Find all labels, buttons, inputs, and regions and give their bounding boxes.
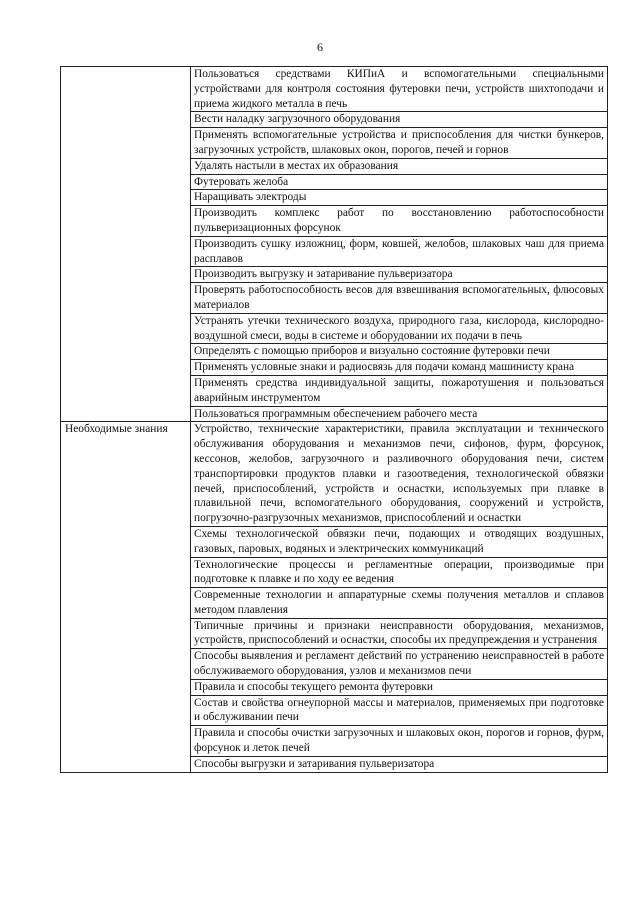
- requirement-item: Пользоваться программным обеспечением рабочего места: [191, 406, 608, 422]
- requirement-item: Футеровать желоба: [191, 174, 608, 190]
- table-row: [61, 422, 608, 527]
- requirement-item: Устранять утечки технического воздуха, природного газа, кислорода, кислородно-воздушной смеси, воды в системе и оборудовании их подачи в печь: [191, 313, 608, 344]
- requirement-item: Способы выявления и регламент действий по устранению неисправностей в работе обслуживаемого оборудования, узлов и механизмов печи: [191, 649, 608, 680]
- requirement-item: Правила и способы очистки загрузочных и шлаковых окон, порогов и горнов, фурм, форсунок и леток печей: [191, 726, 608, 757]
- requirement-item: Применять условные знаки и радиосвязь для подачи команд машинисту крана: [191, 360, 608, 376]
- qualification-table: [60, 66, 608, 773]
- requirement-item: Удалять настыли в местах их образования: [191, 158, 608, 174]
- requirement-item: Применять средства индивидуальной защиты, пожаротушения и пользоваться аварийным инструментом: [191, 375, 608, 406]
- requirement-item: Устройство, технические характеристики, правила эксплуатации и технического обслуживания оборудования и механизмов печи, сифонов, фурм, форсунок, кессонов, желобов, загрузочного и разливочного оборудования печи, систем транспортировки продуктов плавки и газоотведения, технологической обвязки печей, приспособлений, устройств и оснастки, используемых при плавке в плавильной печи, вспомогательного оборудования, сооружений и устройств, погрузочно-разгрузочных механизмов, приспособлений и оснастки: [191, 422, 608, 527]
- page-number: 6: [317, 40, 323, 54]
- requirement-item: Производить сушку изложниц, форм, ковшей, желобов, шлаковых чаш для приема расплавов: [191, 236, 608, 267]
- section-label: Необходимые знания: [61, 422, 191, 772]
- requirement-item: Производить выгрузку и затаривание пульверизатора: [191, 267, 608, 283]
- table-row: [61, 67, 608, 112]
- requirement-item: Правила и способы текущего ремонта футеровки: [191, 679, 608, 695]
- requirement-item: Определять с помощью приборов и визуально состояние футеровки печи: [191, 344, 608, 360]
- requirement-item: Производить комплекс работ по восстановлению работоспособности пульверизационных форсунок: [191, 206, 608, 237]
- requirement-item: Вести наладку загрузочного оборудования: [191, 112, 608, 128]
- requirement-item: Способы выгрузки и затаривания пульверизатора: [191, 756, 608, 772]
- requirement-item: Схемы технологической обвязки печи, подающих и отводящих воздушных, газовых, паровых, водяных и электрических коммуникаций: [191, 526, 608, 557]
- section-label: [61, 67, 191, 422]
- requirement-item: Пользоваться средствами КИПиА и вспомогательными специальными устройствами для контроля состояния футеровки печи, устройств шихтоподачи и приема жидкого металла в печь: [191, 67, 608, 112]
- requirement-item: Проверять работоспособность весов для взвешивания вспомогательных, флюсовых материалов: [191, 283, 608, 314]
- requirement-item: Технологические процессы и регламентные операции, производимые при подготовке к плавке и по ходу ее ведения: [191, 557, 608, 588]
- requirement-item: Применять вспомогательные устройства и приспособления для чистки бункеров, загрузочных устройств, шлаковых окон, порогов, печей и горнов: [191, 128, 608, 159]
- requirement-item: Наращивать электроды: [191, 190, 608, 206]
- requirement-item: Современные технологии и аппаратурные схемы получения металлов и сплавов методом плавления: [191, 588, 608, 619]
- requirement-item: Состав и свойства огнеупорной массы и материалов, применяемых при подготовке и обслуживании печи: [191, 695, 608, 726]
- requirement-item: Типичные причины и признаки неисправности оборудования, механизмов, устройств, приспособлений и оснастки, способы их предупреждения и устранения: [191, 618, 608, 649]
